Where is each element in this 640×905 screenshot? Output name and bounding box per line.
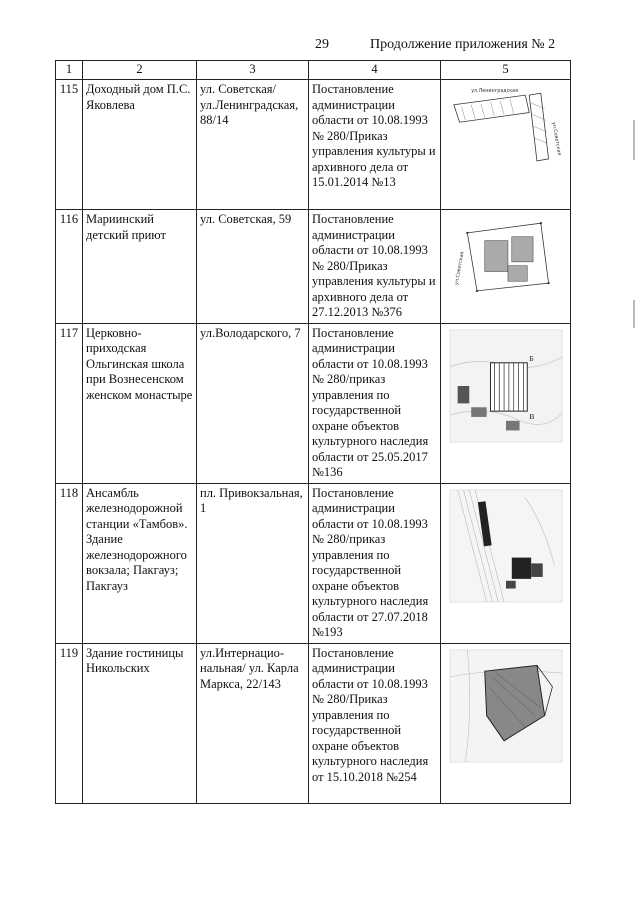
site-plan-map-icon [448,647,564,765]
row-number: 119 [56,643,83,803]
column-header-row [56,61,571,80]
site-plan-cell [441,80,571,210]
object-address: ул.Интернацио-нальная/ ул. Карла Маркса, 22/143 [197,643,309,803]
site-plan-map-icon [448,213,564,303]
column-header: 1 [56,61,83,80]
page-number: 29 [315,37,329,52]
object-address: ул.Володарского, 7 [197,323,309,483]
object-address: ул. Советская, 59 [197,210,309,324]
row-number: 115 [56,80,83,210]
row-number: 118 [56,483,83,643]
object-name: Церковно-приходская Ольгинская школа при Вознесенском женском монастыре [83,323,197,483]
object-name: Доходный дом П.С. Яковлева [83,80,197,210]
site-plan-map-icon [448,487,564,605]
scan-artifact [633,300,635,328]
column-header: 4 [309,61,441,80]
heritage-registry-table [55,60,571,804]
row-number: 116 [56,210,83,324]
point-label: В [528,411,534,421]
object-name: Ансамбль железнодорожной станции «Тамбов». Здание железнодорожного вокзала; Пакгауз; Пакгауз [83,483,197,643]
scan-artifact [633,120,635,160]
legal-document: Постановление администрации области от 10.08.1993 № 280/приказ управления по государственной охране объектов культурного наследия области от 25.05.2017 №136 [309,323,441,483]
street-label: ул.Советская [549,121,561,156]
legal-document: Постановление администрации области от 10.08.1993 № 280/приказ управления по государственной охране объектов культурного наследия области от 27.07.2018 №193 [309,483,441,643]
street-label: ул.Ленинградская [470,89,518,95]
row-number: 117 [56,323,83,483]
column-header: 3 [197,61,309,80]
table-row [56,80,571,210]
table-row [56,483,571,643]
street-label: ул.Советская [454,251,466,286]
column-header: 2 [83,61,197,80]
column-header: 5 [441,61,571,80]
object-address: ул. Советская/ ул.Ленинградская, 88/14 [197,80,309,210]
site-plan-cell [441,323,571,483]
table-row [56,643,571,803]
site-plan-cell [441,643,571,803]
table-row [56,323,571,483]
object-name: Здание гостиницы Никольских [83,643,197,803]
page-header [0,37,640,57]
site-plan-cell [441,483,571,643]
site-plan-cell [441,210,571,324]
site-plan-map-icon [448,83,564,173]
legal-document: Постановление администрации области от 10.08.1993 № 280/Приказ управления культуры и архивного дела от 27.12.2013 №376 [309,210,441,324]
table-row [56,210,571,324]
appendix-continuation-title: Продолжение приложения № 2 [370,37,556,52]
point-label: Б [528,353,534,363]
legal-document: Постановление администрации области от 10.08.1993 № 280/Приказ управления культуры и архивного дела от 15.01.2014 №13 [309,80,441,210]
object-name: Мариинский детский приют [83,210,197,324]
site-plan-map-icon [448,327,564,445]
legal-document: Постановление администрации области от 10.08.1993 № 280/Приказ управления по государственной охране объектов культурного наследия от 15.10.2018 №254 [309,643,441,803]
object-address: пл. Привокзальная, 1 [197,483,309,643]
